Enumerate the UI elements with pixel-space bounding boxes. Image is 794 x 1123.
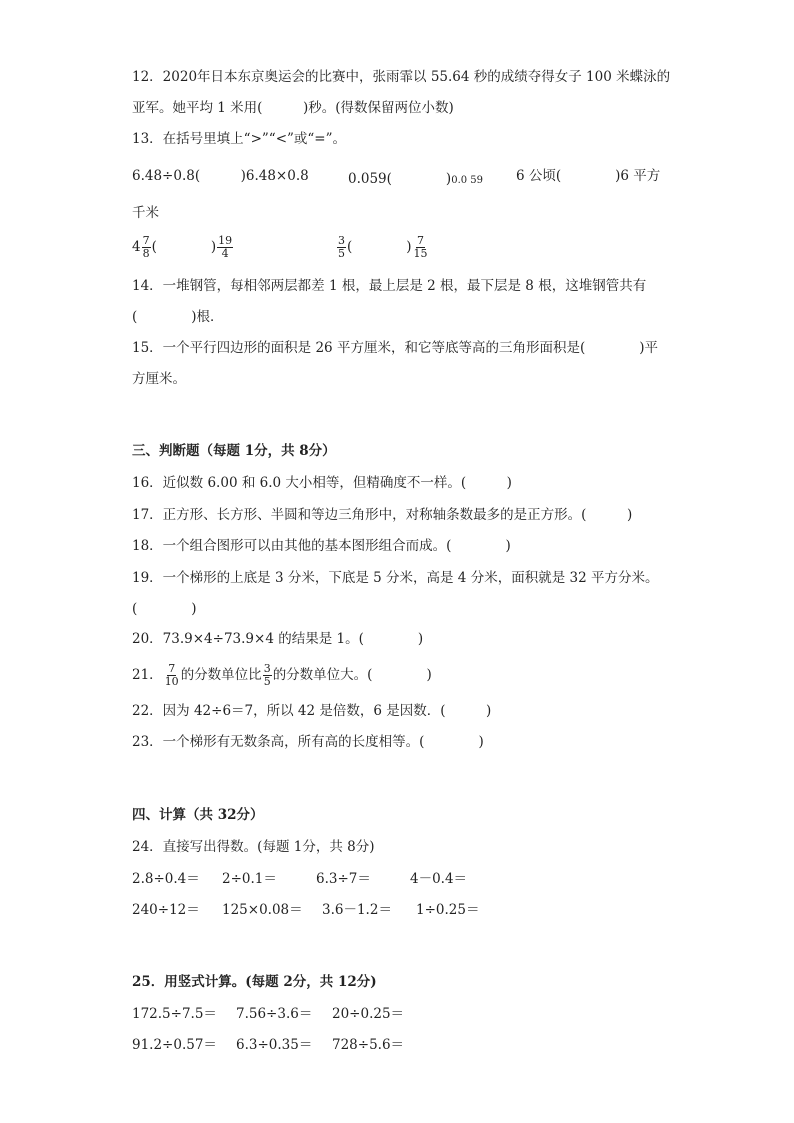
calc-item: 3.6－1.2＝ [322,902,392,918]
question-13-b-mid: ) [391,171,452,187]
question-21-suffix: 的分数单位大。( ) [272,667,432,683]
question-12-line2: 亚军。她平均 1 米用( )秒。(得数保留两位小数) [132,100,454,116]
fraction-7-8 [142,235,151,260]
fraction-3-5 [263,663,272,688]
question-13-title: 13．在括号里填上“>”“<”或“=”。 [132,131,347,147]
fraction-numerator: 19 [218,234,233,247]
question-14-line2: ( )根． [132,309,224,325]
mixed-whole: 4 [132,239,141,255]
calc-item: 2.8÷0.4＝ [132,871,200,887]
fraction-denominator: 4 [221,247,229,260]
calc-item: 6.3÷7＝ [316,871,371,887]
fraction-denominator: 15 [413,247,428,260]
fraction-7-15 [413,235,429,260]
fraction-numerator: 3 [263,662,271,675]
section-3-heading: 三、判断题（每题 1分，共 8分） [132,443,336,459]
question-15-line1: 15．一个平行四边形的面积是 26 平方厘米，和它等底等高的三角形面积是( )平 [132,340,658,356]
question-13-c-cont: 千米 [132,205,159,221]
fraction-19-4 [217,235,233,260]
fraction-denominator: 10 [164,675,179,688]
calc-item: 2÷0.1＝ [222,871,277,887]
question-20: 20．73.9×4÷73.9×4 的结果是 1。( ) [132,631,424,647]
question-13-d [132,232,234,262]
question-13-e-paren: ( ) [347,239,412,255]
question-25-title: 25．用竖式计算。(每题 2分，共 12分) [132,974,377,990]
question-21-mid: 的分数单位比 [180,667,262,683]
question-17: 17．正方形、长方形、半圆和等边三角形中，对称轴条数最多的是正方形。( ) [132,507,633,523]
fraction-denominator: 8 [142,247,150,260]
fraction-3-5 [337,235,346,260]
fraction-7-10 [164,663,180,688]
question-12-line1: 12．2020年日本东京奥运会的比赛中，张雨霏以 55.64 秒的成绩夺得女子 100 米蝶泳的 [132,69,671,85]
question-13-d-paren: ( ) [151,239,217,255]
calc-item: 7.56÷3.6＝ [236,1006,313,1022]
question-23: 23．一个梯形有无数条高，所有高的长度相等。( ) [132,734,484,750]
calc-item: 125×0.08＝ [222,902,303,918]
question-16: 16．近似数 6.00 和 6.0 大小相等，但精确度不一样。( ) [132,475,512,491]
calc-item: 6.3÷0.35＝ [236,1037,313,1053]
question-24-title [132,838,374,856]
question-21-prefix: 21． [132,667,163,683]
question-14-line1: 14．一堆钢管，每相邻两层都差 1 根，最上层是 2 根，最下层是 8 根，这堆钢管共有 [132,278,647,294]
question-19-line1: 19．一个梯形的上底是 3 分米，下底是 5 分米，高是 4 分米，面积就是 32 平方分米。 [132,570,659,586]
calc-item: 20÷0.25＝ [332,1006,405,1022]
calc-item: 728÷5.6＝ [332,1037,405,1053]
fraction-numerator: 3 [338,234,345,247]
question-19-line2: ( ) [132,601,197,617]
question-13-b-left: 0.059( [348,171,392,187]
question-22: 22．因为 42÷6＝7，所以 42 是倍数，6 是因数．( ) [132,703,492,719]
fraction-denominator: 5 [263,675,271,688]
question-13-a: 6.48÷0.8( )6.48×0.8 [132,168,309,184]
calc-item: 91.2÷0.57＝ [132,1037,217,1053]
calc-item: 1÷0.25＝ [416,902,480,918]
question-13-b-right: 0.0 59 [451,175,484,186]
calc-item: 172.5÷7.5＝ [132,1006,217,1022]
question-24-title-text: 24．直接写出得数。(每题 1分，共 8分) [132,839,375,855]
question-13-b [348,170,483,190]
fraction-numerator: 7 [417,234,425,247]
calc-item: 4－0.4＝ [410,871,468,887]
question-18: 18．一个组合图形可以由其他的基本图形组合而成。( ) [132,538,511,554]
calc-item: 240÷12＝ [132,902,200,918]
fraction-denominator: 5 [338,247,345,260]
question-15-line2: 方厘米。 [132,371,186,387]
fraction-numerator: 7 [168,662,176,675]
question-13-c: 6 公顷( )6 平方 [516,168,661,184]
question-21 [132,660,432,690]
section-4-heading: 四、计算（共 32分） [132,807,264,823]
question-13-e [336,232,430,262]
fraction-numerator: 7 [142,234,150,247]
